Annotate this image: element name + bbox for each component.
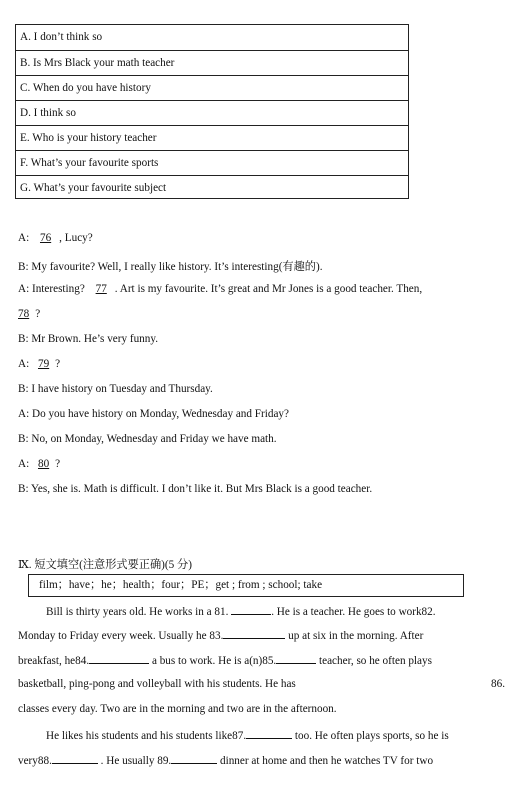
dialogue-text: ? xyxy=(55,458,61,470)
options-box xyxy=(15,24,409,199)
passage-text: basketball, ping-pong and volleyball with his students. He has xyxy=(18,678,296,690)
dialogue-text: ? xyxy=(55,358,61,370)
dialogue-line-6 xyxy=(18,358,60,370)
speaker-text: A: xyxy=(18,458,32,470)
passage-text: Monday to Friday every week. Usually he 83. xyxy=(18,630,224,642)
dialogue-line-4 xyxy=(18,308,40,320)
speaker-text: A: xyxy=(18,232,32,244)
speaker-text: A: xyxy=(18,358,32,370)
passage-line-5: classes every day. Two are in the morning and two are in the afternoon. xyxy=(18,703,337,715)
passage-text: up at six in the morning. After xyxy=(285,630,424,642)
passage-text: very88. xyxy=(18,755,52,767)
passage-text: a bus to work. He is a(n)85. xyxy=(149,655,277,667)
passage-text: . He is a teacher. He goes to work82. xyxy=(271,606,436,618)
fill-blank-84 xyxy=(89,653,149,664)
passage-line-2 xyxy=(18,628,508,642)
passage-line-7 xyxy=(18,753,508,767)
passage-line-1 xyxy=(18,604,525,618)
passage-text: He likes his students and his students like87. xyxy=(46,730,247,742)
dialogue-line-3 xyxy=(18,283,422,295)
fill-blank-89 xyxy=(171,753,217,764)
passage-text: too. He often plays sports, so he is xyxy=(292,730,449,742)
option-b: B. Is Mrs Black your math teacher xyxy=(16,50,408,75)
passage-text: breakfast, he84. xyxy=(18,655,90,667)
dialogue-line-9: B: No, on Monday, Wednesday and Friday we have math. xyxy=(18,433,277,445)
speaker-text: A: Interesting? xyxy=(18,283,88,295)
passage-line-4 xyxy=(18,678,508,690)
passage-text: dinner at home and then he watches TV for two xyxy=(217,755,434,767)
option-a: A. I don’t think so xyxy=(20,31,103,43)
answer-blank-79: 79 xyxy=(37,358,50,370)
passage-line-3 xyxy=(18,653,508,667)
word-bank: film；have；he；health；four；PE；get ; from ; school; take xyxy=(28,574,464,597)
answer-blank-76: 76 xyxy=(39,232,52,244)
dialogue-text: . Art is my favourite. It’s great and Mr Jones is a good teacher. Then, xyxy=(114,283,423,295)
option-f: F. What’s your favourite sports xyxy=(16,150,408,175)
fill-blank-85 xyxy=(276,653,316,664)
passage-line-6 xyxy=(18,728,525,742)
answer-blank-78: 78 xyxy=(18,308,30,320)
passage-text: Bill is thirty years old. He works in a 81. xyxy=(46,606,232,618)
blank-number-86: 86. xyxy=(491,678,505,690)
passage-text: . He usually 89. xyxy=(97,755,172,767)
option-d: D. I think so xyxy=(16,100,408,125)
passage-text: teacher, so he often plays xyxy=(316,655,432,667)
dialogue-text: , Lucy? xyxy=(59,232,93,244)
dialogue-text: ? xyxy=(35,308,41,320)
option-g: G. What’s your favourite subject xyxy=(16,175,408,200)
fill-blank-87 xyxy=(246,728,292,739)
option-e: E. Who is your history teacher xyxy=(16,125,408,150)
dialogue-line-8: A: Do you have history on Monday, Wednesday and Friday? xyxy=(18,408,289,420)
dialogue-line-10 xyxy=(18,458,60,470)
option-c: C. When do you have history xyxy=(16,75,408,100)
section-title: Ⅸ. 短文填空(注意形式要正确)(5 分) xyxy=(18,559,192,571)
dialogue-line-1 xyxy=(18,232,93,244)
dialogue-line-2: B: My favourite? Well, I really like history. It’s interesting(有趣的). xyxy=(18,261,323,273)
fill-blank-83 xyxy=(223,628,285,639)
fill-blank-81 xyxy=(231,604,271,615)
fill-blank-88 xyxy=(52,753,98,764)
dialogue-line-5: B: Mr Brown. He’s very funny. xyxy=(18,333,159,345)
answer-blank-80: 80 xyxy=(37,458,50,470)
dialogue-line-7: B: I have history on Tuesday and Thursday. xyxy=(18,383,213,395)
dialogue-line-11: B: Yes, she is. Math is difficult. I don’t like it. But Mrs Black is a good teacher. xyxy=(18,483,373,495)
answer-blank-77: 77 xyxy=(95,283,107,295)
